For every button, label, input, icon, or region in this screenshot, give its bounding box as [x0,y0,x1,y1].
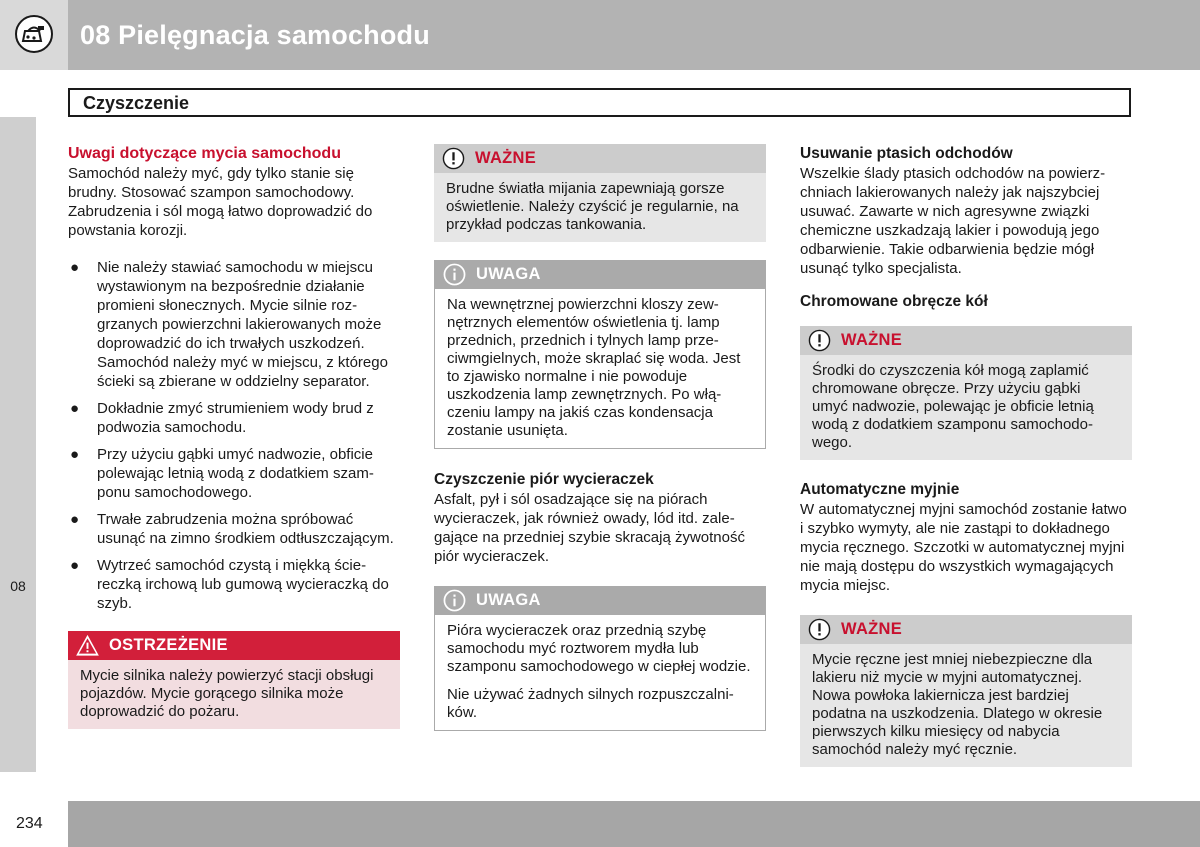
note-callout-header [435,586,765,615]
bird-droppings-heading: Usuwanie ptasich odchodów [800,145,1013,162]
footer-band [68,801,1200,847]
car-wash-text: W automatycznej myjni samochód zostanie łatwo i szybko wymyty, ale nie zastąpi to dokładnego mycia ręcznego. Szczotki w automatycznej myjni nie mają dostępu do wszystkich wymagających mycia miejsc. [800,501,1127,594]
warning-callout [68,631,400,729]
info-icon [443,589,466,612]
wipers-heading: Czyszczenie piór wycieraczek [434,471,654,488]
important-callout-text: Brudne światła mijania zapewniają gorsze oświetlenie. Należy czyścić je regularnie, na przykład podczas tankowania. [446,180,739,233]
chapter-side-tab [0,117,36,772]
warning-callout-header [68,631,400,660]
page-number: 234 [16,815,43,832]
list-item: ● Dokładnie zmyć strumieniem wody brud z podwozia samochodu. [70,400,374,436]
important-callout-title: WAŻNE [841,620,903,638]
note-callout-header [435,260,765,289]
washing-heading: Uwagi dotyczące mycia samochodu [68,145,341,162]
bullet-icon: ● [70,446,80,463]
important-callout-title: WAŻNE [475,149,537,167]
washing-intro: Samochód należy myć, gdy tylko stanie się brudny. Stosować szampon samochodowy. Zabrudzenia i sól mogą łatwo doprowadzić do powstania korozji. [68,165,373,239]
important-callout-header [800,615,1132,644]
bird-droppings-text: Wszelkie ślady ptasich odchodów na powierzchniach lakierowanych należy jak najszybciej usuwać. Zawarte w nich agresywne związki chemiczne uszkadzają lakier i powodują jego odbarwienie. Takie odbarwienia będzie mógł usunąć tylko specjalista. [800,165,1106,277]
car-wash-heading: Automatyczne myjnie [800,481,960,498]
note-callout-condensation [434,260,766,449]
chapter-side-tab-label: 08 [10,578,26,594]
important-callout-title: WAŻNE [841,331,903,349]
important-callout-handwash [800,615,1132,767]
section-title-box [68,88,1131,117]
car-care-icon [14,14,54,54]
note-callout-text: Na wewnętrznej powierzchni kloszy zewnętrznych elementów oświetlenia tj. lamp przednich, przednich i tylnych lamp przeciwmgielnych, może skraplać się woda. Jest to zjawisko normalne i nie powoduje uszkodzenia lamp zewnętrznych. Po włączeniu lampy na jakiś czas kondensacja zostanie usunięta. [447,296,741,439]
note-callout-body [435,615,765,730]
washing-bullet-list [68,258,400,613]
important-callout-text: Środki do czyszczenia kół mogą zaplamić chromowane obręcze. Przy użyciu gąbki umyć nadwozie, polewając je obficie letnią wodą z dodatkiem szamponu samochodowego. [812,362,1094,451]
bullet-icon: ● [70,400,80,417]
column-1 [68,144,400,729]
column-2 [434,144,766,731]
list-item: ● Przy użyciu gąbki umyć nadwozie, obficie polewając letnią wodą z dodatkiem szamponu samochodowego. [70,446,374,501]
exclamation-icon [808,618,831,641]
warning-triangle-icon [76,634,99,657]
bullet-icon: ● [70,259,80,276]
section-title: Czyszczenie [83,93,190,113]
important-callout-lights [434,144,766,242]
chapter-title: 08 Pielęgnacja samochodu [80,20,430,50]
list-item: ● Trwałe zabrudzenia można spróbować usunąć na zimno środkiem odtłuszczającym. [70,511,394,547]
column-3 [800,144,1132,767]
warning-callout-text: Mycie silnika należy powierzyć stacji obsługi pojazdów. Mycie gorącego silnika może doprowadzić do pożaru. [80,667,374,720]
important-callout-rims [800,326,1132,460]
info-icon [443,263,466,286]
important-callout-text: Mycie ręczne jest mniej niebezpieczne dla lakieru niż mycie w myjni automatycznej. Nowa powłoka lakiernicza jest bardziej podatna na uszkodzenia. Dlatego w okresie pierwszych kilku miesięcy od nabycia samochód należy myć ręcznie. [812,651,1103,758]
wipers-text: Asfalt, pył i sól osadzające się na piórach wycieraczek, jak również owady, lód itd. zalegające na przedniej szybie skracają żywotność piór wycieraczek. [434,491,745,565]
note-callout-text: Pióra wycieraczek oraz przednią szybę samochodu myć roztworem mydła lub szamponu samochodowego w ciepłej wodzie. [447,622,751,675]
note-callout-title: UWAGA [476,265,541,283]
bullet-icon: ● [70,557,80,574]
note-callout-wipers [434,586,766,731]
header-icon-area [0,0,68,70]
important-callout-header [434,144,766,173]
chrome-rims-heading: Chromowane obręcze kół [800,293,988,310]
warning-callout-title: OSTRZEŻENIE [109,636,228,654]
bullet-icon: ● [70,511,80,528]
exclamation-icon [442,147,465,170]
note-callout-text: Nie używać żadnych silnych rozpuszczalników. [447,686,734,721]
list-item: ● Nie należy stawiać samochodu w miejscu wystawionym na bezpośrednie działanie promieni słonecznych. Mycie silnie rozgrzanych powierzchni lakierowanych może doprowadzić do ich trwałych uszkodzeń. Samochód należy myć w miejscu, z którego ścieki są zbierane w oddzielny separator. [70,259,388,390]
note-callout-title: UWAGA [476,591,541,609]
list-item: ● Wytrzeć samochód czystą i miękką ściereczką irchową lub gumową wycieraczką do szyb. [70,557,389,612]
important-callout-header [800,326,1132,355]
exclamation-icon [808,329,831,352]
